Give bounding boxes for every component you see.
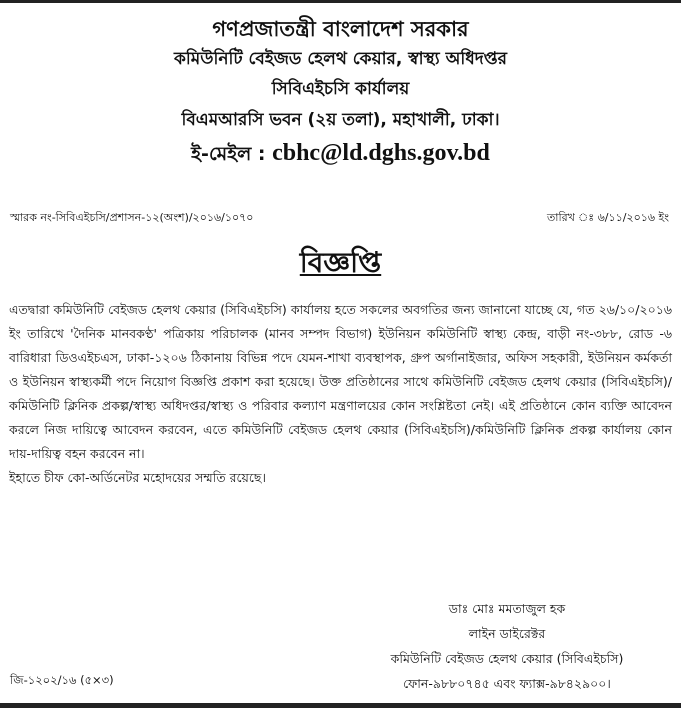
signature-block [347, 596, 667, 696]
email-label: ই-মেইল : [191, 143, 266, 165]
bottom-border [0, 703, 681, 708]
signatory-contact: ফোন-৯৮৮০৭৪৫ এবং ফ্যাক্স-৯৮৪২৯০০। [403, 676, 611, 691]
department-title: কমিউনিটি বেইজড হেলথ কেয়ার, স্বাস্থ্য অধিদপ্তর [174, 49, 507, 69]
notice-paragraph-main: এতদ্বারা কমিউনিটি বেইজড হেলথ কেয়ার (সিবিএইচসি) কার্যালয় হতে সকলের অবগতির জন্য জানানো যাচ্ছে যে, গত ২৬/১০/২০১৬ ইং তারিখে 'দৈনিক মানবকণ্ঠ' পত্রিকায় পরিচালক (মানব সম্পদ বিভাগ) ইউনিয়ন কমিউনিটি স্বাস্থ্য কেন্দ্র, বাড়ী নং-৩৮৮, রোড -৬ বারিধারা ডিওএইচএস, ঢাকা-১২০৬ ঠিকানায় বিভিন্ন পদে যেমন-শাখা ব্যবস্থাপক, গ্রুপ অর্গানাইজার, অফিস সহকারী, ইউনিয়ন কর্মকর্তা ও ইউনিয়ন স্বাস্থ্যকর্মী পদে নিয়োগ বিজ্ঞপ্তি প্রকাশ করা হয়েছে। উক্ত প্রতিষ্ঠানের সাথে কমিউনিটি বেইজড হেলথ কেয়ার (সিবিএইচসি)/কমিউনিটি ক্লিনিক প্রকল্প/স্বাস্থ্য অধিদপ্তর/স্বাস্থ্য ও পরিবার কল্যাণ মন্ত্রণালয়ের কোন সংশ্লিষ্টতা নেই। এই প্রতিষ্ঠানে কোন ব্যক্তি আবেদন করলে নিজ দায়িত্বে আবেদন করবেন, এতে কমিউনিটি বেইজড হেলথ কেয়ার (সিবিএইচসি)/কমিউনিটি ক্লিনিক প্রকল্প কার্যালয় কোন দায়-দায়িত্ব বহন করবেন না। [9, 302, 672, 461]
reference-number: স্মারক নং-সিবিএইচসি/প্রশাসন-১২(অংশ)/২০১৬/১০৭০ [10, 211, 254, 224]
letterhead [0, 14, 681, 171]
signatory-designation: লাইন ডাইরেক্টর [468, 626, 546, 641]
signatory-office: কমিউনিটি বেইজড হেলথ কেয়ার (সিবিএইচসি) [390, 651, 624, 666]
notice-paragraph-consent: ইহাতে চীফ কো-অর্ডিনেটর মহোদয়ের সম্মতি রয়েছে। [9, 470, 266, 485]
publication-code: জি-১২০২/১৬ (৫×৩) [10, 673, 114, 687]
office-address: বিএমআরসি ভবন (২য় তলা), মহাখালী, ঢাকা। [181, 110, 500, 130]
email-line [0, 136, 681, 171]
top-border [0, 0, 681, 3]
email-address: cbhc@ld.dghs.gov.bd [272, 140, 490, 166]
notice-body [9, 298, 672, 490]
government-title: গণপ্রজাতন্ত্রী বাংলাদেশ সরকার [212, 17, 469, 41]
notice-date: তারিখ ঃ ৬/১১/২০১৬ ইং [547, 211, 669, 224]
signatory-name: ডাঃ মোঃ মমতাজুল হক [448, 601, 566, 616]
notice-title: বিজ্ঞপ্তি [299, 246, 382, 279]
office-title: সিবিএইচসি কার্যালয় [271, 79, 410, 99]
